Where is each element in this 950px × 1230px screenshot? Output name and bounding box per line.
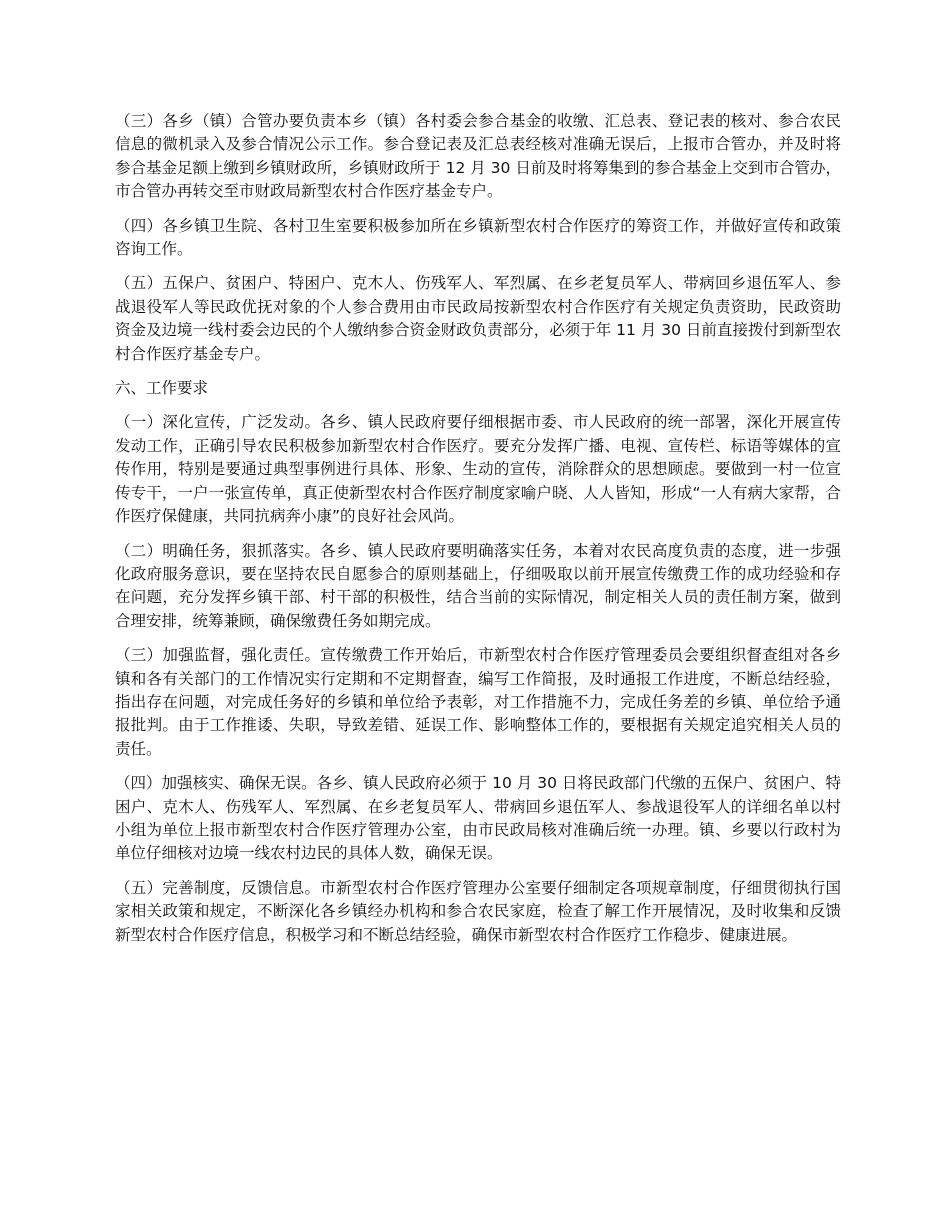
paragraph-verification: （四）加强核实、确保无误。各乡、镇人民政府必须于 10 月 30 日将民政部门代缴的五保户、贫困户、特困户、克木人、伤残军人、军烈属、在乡老复员军人、带病回乡退伍军人、参战退役军人的详细名单以村小组为单位上报市新型农村合作医疗管理办公室，由市民政局核对准确后统一办理。镇、乡要以行政村为单位仔细核对边境一线农村边民的具体人数，确保无误。: [115, 774, 841, 863]
paragraph-clear-tasks: （二）明确任务，狠抓落实。各乡、镇人民政府要明确落实任务，本着对农民高度负责的态度，进一步强化政府服务意识，要在坚持农民自愿参合的原则基础上，仔细吸取以前开展宣传缴费工作的成功经验和存在问题，充分发挥乡镇干部、村干部的积极性，结合当前的实际情况，制定相关人员的责任制方案，做到合理安排，统筹兼顾，确保缴费任务如期完成。: [115, 541, 841, 630]
paragraph-publicity: （一）深化宣传，广泛发动。各乡、镇人民政府要仔细根据市委、市人民政府的统一部署，深化开展宣传发动工作，正确引导农民积极参加新型农村合作医疗。要充分发挥广播、电视、宣传栏、标语等媒体的宣传作用，特别是要通过典型事例进行具体、形象、生动的宣传，消除群众的思想顾虑。要做到一村一位宣传专干，一户一张宣传单，真正使新型农村合作医疗制度家喻户晓、人人皆知，形成“一人有病大家帮，合作医疗保健康，共同抗病奔小康”的良好社会风尚。: [115, 413, 841, 526]
paragraph-improve-systems: （五）完善制度，反馈信息。市新型农村合作医疗管理办公室要仔细制定各项规章制度，仔细贯彻执行国家相关政策和规定，不断深化各乡镇经办机构和参合农民家庭，检查了解工作开展情况，及时收集和反馈新型农村合作医疗信息，积极学习和不断总结经验，确保市新型农村合作医疗工作稳步、健康进展。: [115, 878, 841, 944]
document-body: [115, 110, 841, 958]
paragraph-fund-collection: （三）各乡（镇）合管办要负责本乡（镇）各村委会参合基金的收缴、汇总表、登记表的核对、参合农民信息的微机录入及参合情况公示工作。参合登记表及汇总表经核对准确无误后，上报市合管办，并及时将参合基金足额上缴到乡镇财政所，乡镇财政所于 12 月 30 日前及时将筹集到的参合基金上交到市合管办，市合管办再转交至市财政局新型农村合作医疗基金专户。: [115, 112, 841, 201]
paragraph-civil-affairs-subsidy: （五）五保户、贫困户、特困户、克木人、伤残军人、军烈属、在乡老复员军人、带病回乡退伍军人、参战退役军人等民政优抚对象的个人参合费用由市民政局按新型农村合作医疗有关规定负责资助，民政资助资金及边境一线村委会边民的个人缴纳参合资金财政负责部分，必须于年 11 月 30 日前直接拨付到新型农村合作医疗基金专户。: [115, 274, 841, 363]
paragraph-supervision: （三）加强监督，强化责任。宣传缴费工作开始后，市新型农村合作医疗管理委员会要组织督查组对各乡镇和各有关部门的工作情况实行定期和不定期督查，编写工作简报，及时通报工作进度，不断总结经验，指出存在问题，对完成任务好的乡镇和单位给予表彰，对工作措施不力，完成任务差的乡镇、单位给予通报批判。由于工作推诿、失职，导致差错、延误工作、影响整体工作的，要根据有关规定追究相关人员的责任。: [115, 646, 841, 758]
section-heading-work-requirements: 六、工作要求: [115, 379, 209, 398]
paragraph-health-centers: （四）各乡镇卫生院、各村卫生室要积极参加所在乡镇新型农村合作医疗的筹资工作，并做好宣传和政策咨询工作。: [115, 216, 841, 259]
